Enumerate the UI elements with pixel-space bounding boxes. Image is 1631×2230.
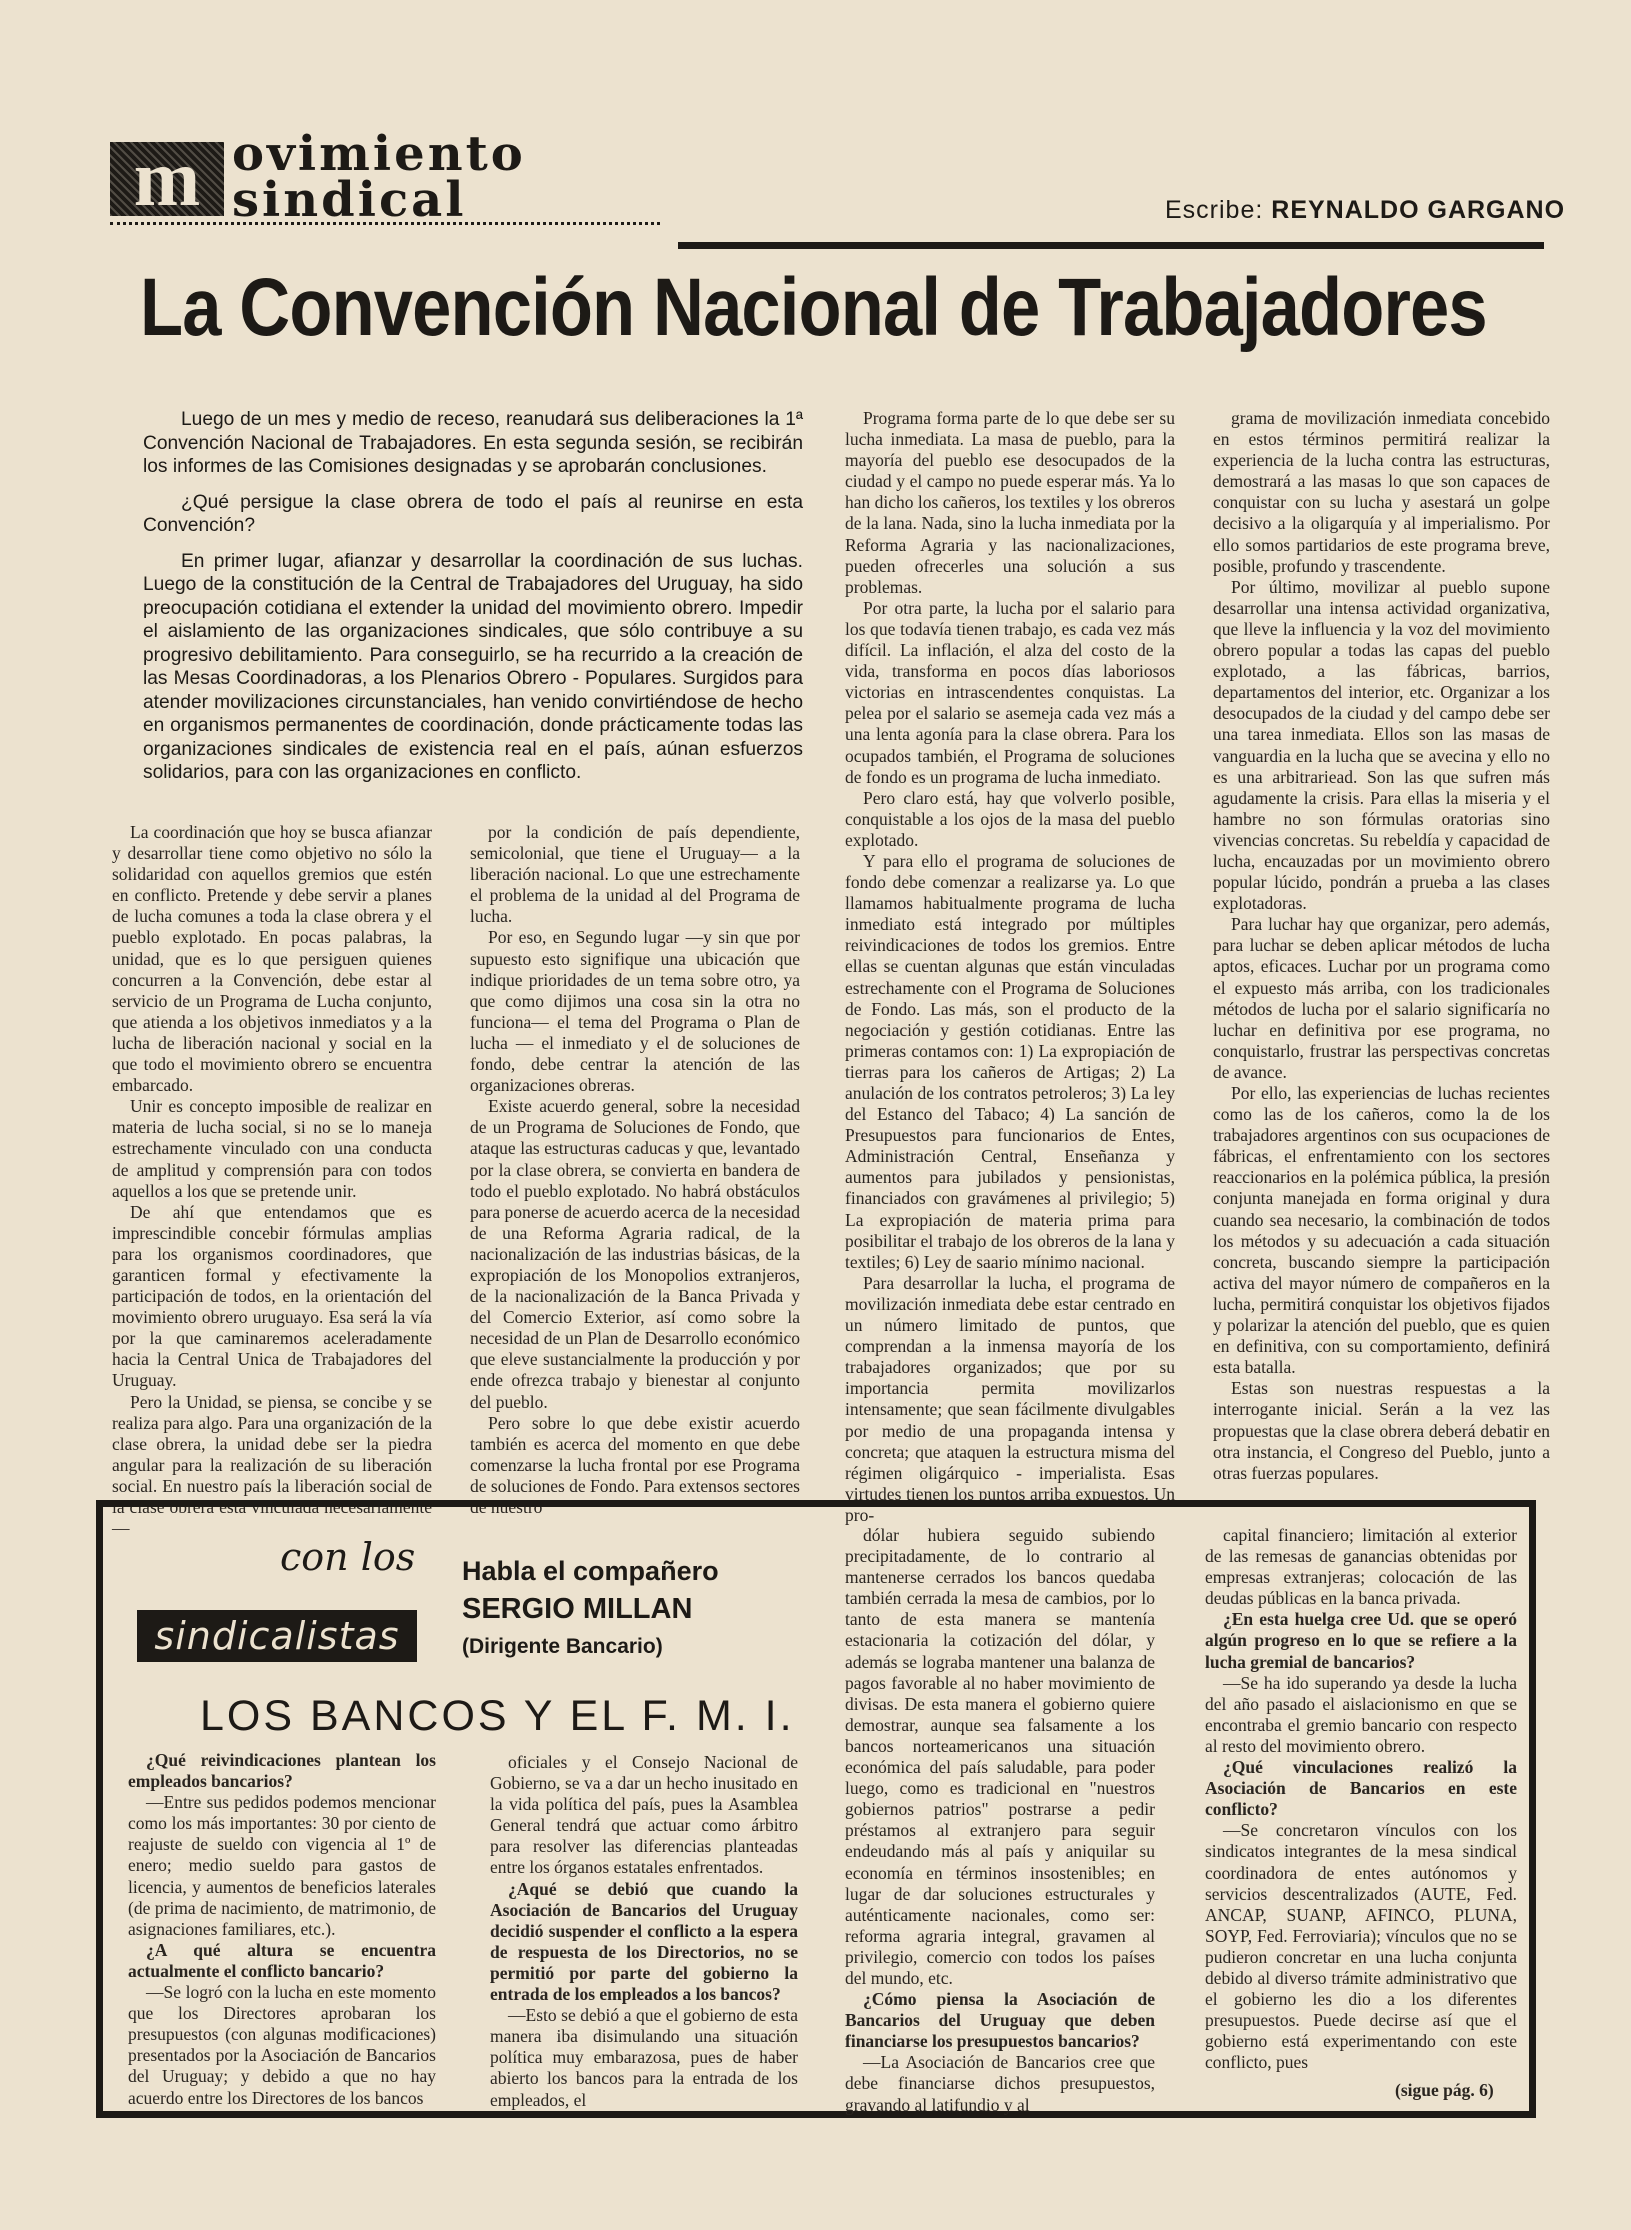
- column-paragraph: Pero sobre lo que debe existir acuerdo también es acerca del momento en que debe comenzarse la lucha frontal por ese Programa de soluciones de Fondo. Para extensos sectores de nuestro: [470, 1412, 800, 1517]
- column-paragraph: Y para ello el programa de soluciones de fondo debe comenzar a realizarse ya. Lo que llamamos habitualmente programa de lucha inmediato está integrado por múltiples reivindicaciones de todos los gremios. Entre ellas se cuentan algunas que están vinculadas estrechamente con el Programa de Soluciones de Fondo. Las más, son el producto de la negociación y gestión cotidianas. Entre las primeras contamos con: 1) La expropiación de tierras para los cañeros de Artigas; 2) La anulación de los contratos petroleros; 3) La ley del Estanco del Tabaco; 4) La sanción de Presupuestos para funcionarios de Entes, Administración Central, Enseñanza y aumentos para jubilados y pensionistas, financiados con gravámenes al privilegio; 5) La expropiación de materia prima para posibilitar el trabajo de los obreros de la lana y textiles; 6) Ley de saario mínimo nacional.: [845, 850, 1175, 1272]
- column-paragraph: La coordinación que hoy se busca afianzar y desarrollar tiene como objetivo no sólo la solidaridad con aquellos gremios que estén en conflicto. Pretende y debe servir a planes de lucha comunes a toda la clase obrera y el pueblo explotado. En pocas palabras, la unidad, que es lo que persiguen quienes concurren a la Convención, debe estar al servicio de un Programa de Lucha conjunto, que atienda a los objetivos inmediatos y a la lucha de liberación nacional y social en la que todo el movimiento obrero se encuentra embarcado.: [112, 822, 432, 1096]
- column-paragraph: De ahí que entendamos que es imprescindible concebir fórmulas amplias para los organismos coordinadores, que garanticen formal y efectivamente la participación de todos, en la orientación del movimiento obrero uruguayo. Esa será la vía por la que caminaremos aceleradamente hacia la Central Unica de Trabajadores del Uruguay.: [112, 1201, 432, 1391]
- logo-divider: [110, 222, 660, 225]
- interview-answer: —Se concretaron vínculos con los sindicatos integrantes de la mesa sindical coordinadora de entes autónomos y servicios descentralizados (AUTE, Fed. ANCAP, SUANP, AFINCO, PLUNA, SOYP, Fed. Ferroviaria); vínculos que no se pudieron concretar en una lucha conjunta debido al diverso trámite administrativo que el gobierno les dio a los diferentes presupuestos. Puede decirse así que el gobierno está experimentando con este conflicto, pues: [1205, 1820, 1517, 2073]
- interview-question: ¿A qué altura se encuentra actualmente el conflicto bancario?: [128, 1939, 436, 1981]
- article-title: La Convención Nacional de Trabajadores: [140, 262, 1487, 353]
- column-paragraph: Por otra parte, la lucha por el salario para los que todavía tienen trabajo, es cada vez más difícil. La inflación, el alza del costo de la vida, transforma en pocos días laboriosos victorias en intrascendentes conquistas. La pelea por el salario se asemeja cada vez más a una lenta agonía para la clase obrera. Para los ocupados también, el Programa de soluciones de fondo es un programa de lucha inmediato.: [845, 597, 1175, 787]
- interview-title: LOS BANCOS Y EL F. M. I.: [200, 1692, 795, 1740]
- byline: [1165, 196, 1565, 225]
- column-paragraph: Estas son nuestras respuestas a la interrogante inicial. Serán a la vez las propuestas que la clase obrera deberá debatir en otra instancia, el Congreso del Pueblo, junto a otras fuerzas populares.: [1213, 1378, 1550, 1483]
- interview-answer: dólar hubiera seguido subiendo precipitadamente, de lo contrario al mantenerse cerrados los bancos quedaba también cerrada la mesa de cambios, por lo tanto de esta manera se mantenía estacionaria la cotización del dólar, y además se lograba mantener una balanza de pagos favorable al no haber movimiento de divisas. De esta manera el gobierno quiere demostrar, aunque sea falsamente a los bancos norteamericanos una situación económica del país saludable, para poder luego, como es tradicional en "nuestros gobiernos patrios" postrarse a pedir préstamos al extranjero para seguir endeudando más al país y aniquilar su economía en términos insostenibles; en lugar de dar soluciones estructurales y auténticamente nacionales, como ser: reforma agraria integral, gravamen al privilegio, comercio con todos los países del mundo, etc.: [845, 1525, 1155, 1988]
- lead-paragraph: Luego de un mes y medio de receso, reanudará sus deliberaciones la 1ª Convención Nacional de Trabajadores. En esta segunda sesión, se recibirán los informes de las Comisiones designadas y se aprobarán conclusiones.: [143, 409, 803, 477]
- byline-author: REYNALDO GARGANO: [1271, 196, 1566, 224]
- column-paragraph: Para desarrollar la lucha, el programa de movilización inmediata debe estar centrado en un número limitado de puntos, que comprendan a la inmensa mayoría de los trabajadores organizados; que por su importancia permita movilizarlos intensamente; que sean fácilmente divulgables por medio de una propaganda intensa y concreta; que ataquen la estructura misma del régimen oligárquico - imperialista. Esas virtudes tienen los puntos arriba expuestos. Un pro-: [845, 1272, 1175, 1525]
- section-logo-word-movimiento: ovimiento: [232, 126, 526, 182]
- column-paragraph: Por último, movilizar al pueblo supone desarrollar una intensa actividad organizativa, que lleve la influencia y la voz del movimiento obrero popular a todas las capas del pueblo explotado, a las fábricas, barrios, departamentos del interior, etc. Organizar a los desocupados de la ciudad y del campo debe ser una tarea inmediata. Ellos son las masas de vanguardia en la lucha que se avecina y ello no es una arbitrariead. Son las que sufren más agudamente la crisis. Para ellas la miseria y el hambre no son fórmulas oratorias sino vivencias concretas. Su rebeldía y capacidad de lucha, encauzadas por un movimiento obrero popular lúcido, pondrán a prueba a las clases explotadoras.: [1213, 576, 1550, 914]
- interview-answer: —Entre sus pedidos podemos mencionar como los más importantes: 30 por ciento de reajuste de sueldo con vigencia al 1º de enero; medio sueldo para gastos de licencia, y aumentos de beneficios laterales (de prima de nacimiento, de matrimonio, de asignaciones familiares, etc.).: [128, 1792, 436, 1939]
- column-paragraph: Unir es concepto imposible de realizar en materia de lucha social, si no se lo maneja estrechamente vinculado con una conducta de amplitud y comprensión para con todos aquellos a los que se pretende unir.: [112, 1096, 432, 1201]
- lead-paragraph: En primer lugar, afianzar y desarrollar la coordinación de sus luchas. Luego de la constitución de la Central de Trabajadores del Uruguay, ha sido preocupación cotidiana el extender la unidad del movimiento obrero. Impedir el aislamiento de las organizaciones sindicales, que sólo contribuye a su progresivo debilitamiento. Para conseguirlo, se ha recurrido a la creación de las Mesas Coordinadoras, a los Plenarios Obrero - Populares. Surgidos para atender movilizaciones circunstanciales, han venido convirtiéndose de hecho en organismos permanentes de coordinación, donde prácticamente todas las organizaciones sindicales de existencia real en el país, aúnan esfuerzos solidarios, para con las organizaciones en conflicto.: [143, 550, 803, 783]
- section-logo-word-sindical: sindical: [232, 172, 467, 228]
- column-paragraph: Programa forma parte de lo que debe ser su lucha inmediata. La masa de pueblo, para la mayoría del pueblo ese desocupados de la ciudad y el campo no puede esperar más. Ya lo han dicho los cañeros, los textiles y los obreros de la lana. Nada, sino la lucha inmediata por la Reforma Agraria y las nacionalizaciones, pueden ofrecerles una solución a sus problemas.: [845, 408, 1176, 597]
- interview-column-3: [845, 1525, 1155, 2116]
- article-column-1: [112, 822, 432, 1539]
- interview-question: ¿Cómo piensa la Asociación de Bancarios del Uruguay que deben financiarse los presupuestos bancarios?: [845, 1989, 1155, 2052]
- column-paragraph: grama de movilización inmediata concebido en estos términos permitirá realizar la experiencia de la lucha contra las estructuras, demostrará a las masas lo que son capaces de conquistar con su lucha y asestará un golpe decisivo a la oligarquía y al imperialismo. Por ello somos partidarios de este programa breve, posible, profundo y trascendente.: [1213, 408, 1550, 576]
- interview-question: ¿Qué vinculaciones realizó la Asociación de Bancarios en este conflicto?: [1205, 1757, 1517, 1820]
- interview-banner-bottom: sindicalistas: [137, 1610, 417, 1662]
- interview-answer: —La Asociación de Bancarios cree que debe financiarse dichos presupuestos, gravando al latifundio y al: [845, 2052, 1155, 2115]
- interviewee-role: (Dirigente Bancario): [462, 1635, 663, 1658]
- column-paragraph: Por eso, en Segundo lugar —y sin que por supuesto esto signifique una ubicación que indique prioridades de un tema sobre otro, ya que como dijimos una cosa sin la otra no funciona— el tema del Programa o Plan de lucha — el inmediato y el de soluciones de fondo, debe centrar la atención de las organizaciones obreras.: [470, 927, 800, 1096]
- article-column-2: [470, 822, 800, 1518]
- byline-prefix: Escribe:: [1165, 196, 1264, 224]
- interview-answer: —Se logró con la lucha en este momento que los Directores aprobaran los presupuestos (con algunas modificaciones) presentados por la Asociación de Bancarios del Uruguay; y debido a que no hay acuerdo entre los Directores de los bancos: [128, 1982, 436, 2108]
- lead-paragraph: ¿Qué persigue la clase obrera de todo el país al reunirse en esta Convención?: [143, 491, 803, 536]
- interviewee-name: SERGIO MILLAN: [462, 1593, 693, 1625]
- interview-question: ¿En esta huelga cree Ud. que se operó algún progreso en lo que se refiere a la lucha gremial de bancarios?: [1205, 1609, 1517, 1672]
- article-column-3: [845, 408, 1175, 1526]
- column-paragraph: Por ello, las experiencias de luchas recientes como las de los cañeros, como la de los trabajadores argentinos con sus ocupaciones de fábricas, el enfrentamiento con los sectores reaccionarios en la polémica pública, la presión conjunta manejada en forma original y dura cuando sea necesario, la combinación de todos los métodos y su adecuación a cada situación concreta, buscando siempre la participación activa del mayor número de compañeros en la lucha, permitirá conquistar los objetivos fijados y polarizar la atención del pueblo, que es quien en definitiva, con su comportamiento, definirá esta batalla.: [1213, 1083, 1550, 1378]
- title-rule: [678, 242, 1544, 249]
- interview-banner-top: con los: [280, 1535, 416, 1579]
- interview-column-4: [1205, 1525, 1517, 2073]
- interview-answer: —Esto se debió a que el gobierno de esta manera iba disimulando una situación política muy embarazosa, pues de haber abierto los bancos para la entrada de los empleados, el: [490, 2005, 798, 2110]
- interview-answer: capital financiero; limitación al exterior de las remesas de ganancias obtenidas por empresas extranjeras; colocación de las deudas públicas en la banca privada.: [1205, 1525, 1517, 1609]
- interview-question: ¿Qué reivindicaciones plantean los empleados bancarios?: [128, 1750, 436, 1792]
- interview-column-2: [490, 1752, 798, 2111]
- article-column-4: [1213, 408, 1550, 1484]
- interview-intro: Habla el compañero: [462, 1556, 719, 1586]
- article-lead: [143, 408, 803, 797]
- interview-answer: —Se ha ido superando ya desde la lucha del año pasado el aislacionismo en que se encontraba el gremio bancario con respecto al resto del movimiento obrero.: [1205, 1672, 1517, 1756]
- column-paragraph: por la condición de país dependiente, semicolonial, que tiene el Uruguay— a la liberación nacional. Lo que une estrechamente el problema de la unidad al del Programa de lucha.: [470, 822, 800, 927]
- column-paragraph: Pero claro está, hay que volverlo posible, conquistable a los ojos de la masa del pueblo explotado.: [845, 787, 1175, 850]
- interview-header: [462, 1552, 719, 1666]
- section-logo-mark: m: [110, 142, 224, 216]
- column-paragraph: Para luchar hay que organizar, pero además, para luchar se deben aplicar métodos de lucha aptos, eficaces. Luchar por un programa como el expuesto más arriba, con los tradicionales métodos de lucha por el salario significaría no luchar en definitiva por ese programa, no conquistarlo, frustrar las perspectivas concretas de avance.: [1213, 914, 1550, 1082]
- interview-question: ¿Aqué se debió que cuando la Asociación de Bancarios del Uruguay decidió suspender el conflicto a la espera de respuesta de los Directorios, no se permitió por parte del gobierno la entrada de los empleados a los bancos?: [490, 1878, 798, 2005]
- column-paragraph: Existe acuerdo general, sobre la necesidad de un Programa de Soluciones de Fondo, que ataque las estructuras caducas y que, levantado por la clase obrera, se convierta en bandera de todo el pueblo explotado. No habrá obstáculos para ponerse de acuerdo acerca de la necesidad de una Reforma Agraria radical, de la nacionalización de las industrias básicas, de la expropiación de los Monopolios extranjeros, de la nacionalización de la Banca Privada y del Comercio Exterior, así como sobre la necesidad de un Plan de Desarrollo económico que eleve sustancialmente la producción y por ende ofrezca trabajo y bienestar al conjunto del pueblo.: [470, 1096, 800, 1412]
- column-paragraph: Pero la Unidad, se piensa, se concibe y se realiza para algo. Para una organización de la clase obrera, la unidad debe ser la piedra angular para la realización de su liberación social. En nuestro país la liberación social de la clase obrera está vinculada necesariamente —: [112, 1391, 432, 1539]
- interview-answer: oficiales y el Consejo Nacional de Gobierno, se va a dar un hecho inusitado en la vida política del país, pues la Asamblea General tendrá que actuar como árbitro para resolver las diferencias planteadas entre los órganos estatales enfrentados.: [490, 1752, 798, 1878]
- interview-column-1: [128, 1750, 436, 2109]
- continued-note: (sigue pág. 6): [1395, 2080, 1494, 2100]
